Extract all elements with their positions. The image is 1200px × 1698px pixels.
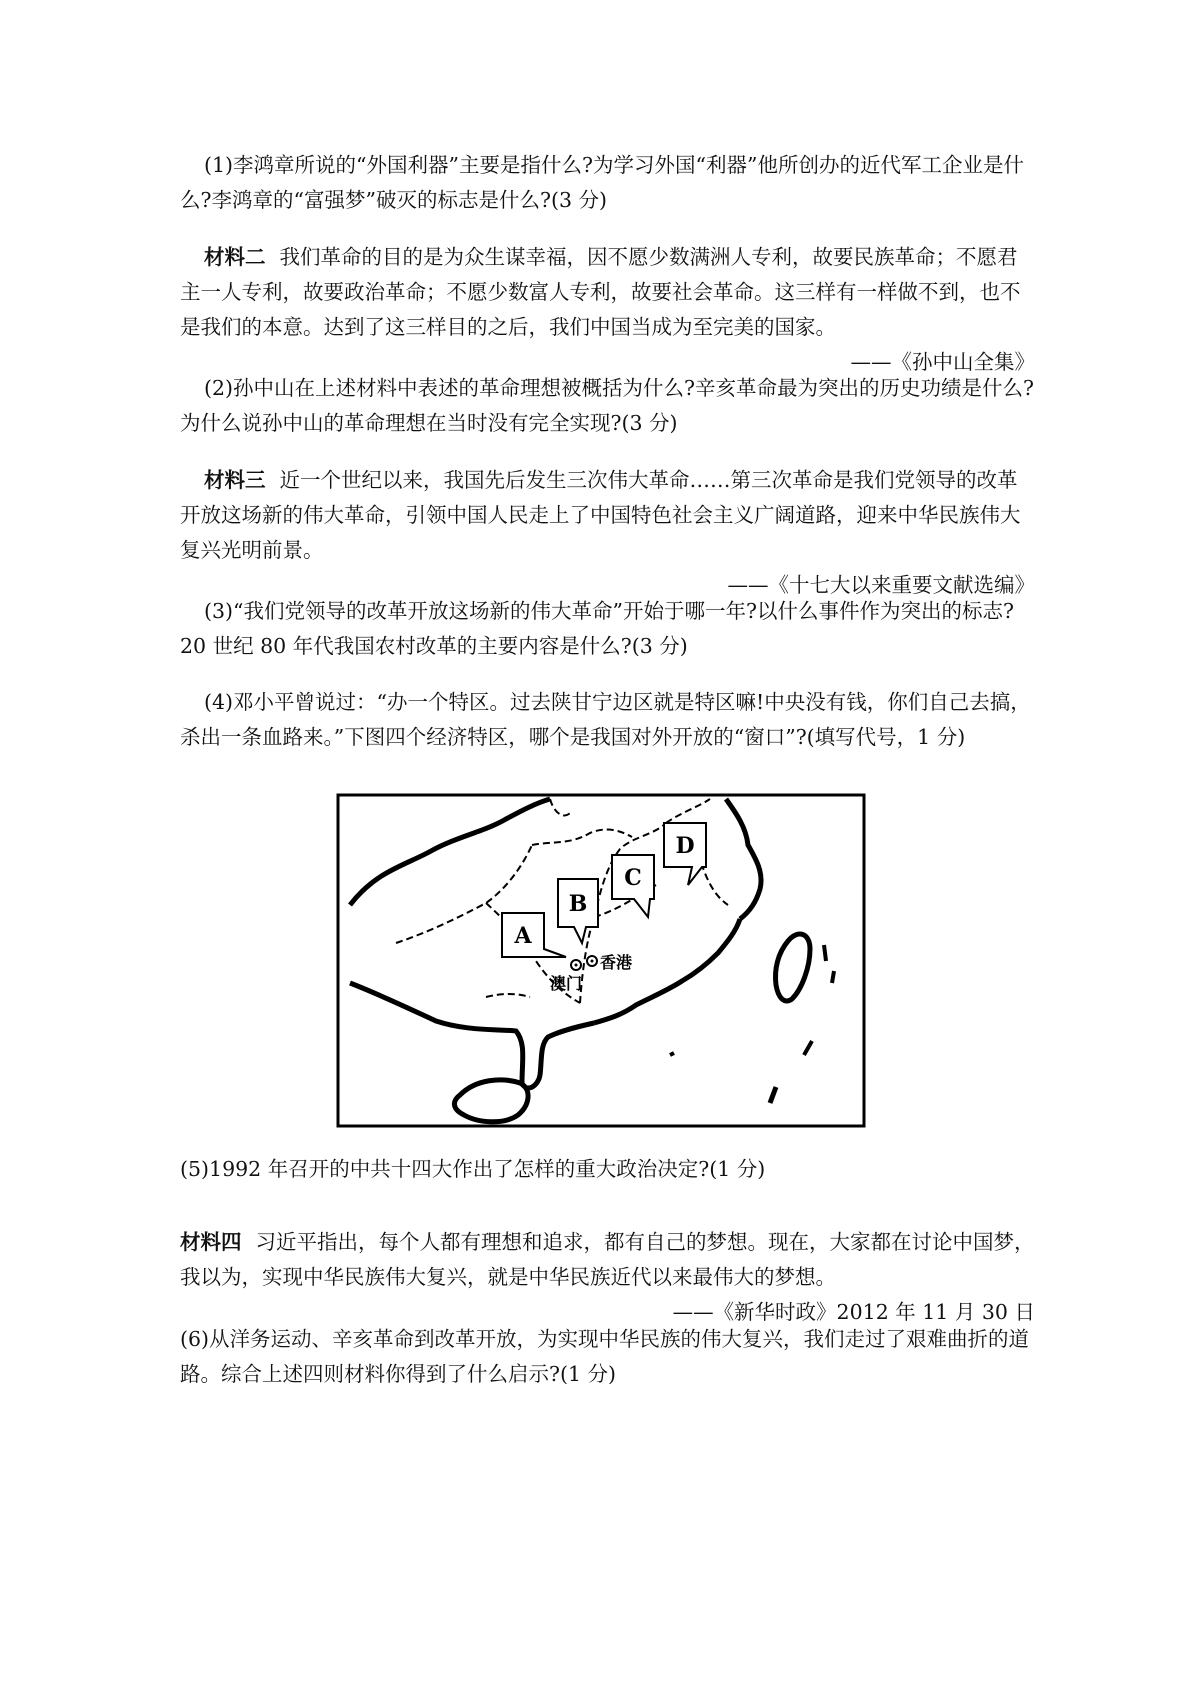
question-2 <box>180 371 1035 441</box>
material-3-text: 近一个世纪以来，我国先后发生三次伟大革命……第三次革命是我们党领导的改革开放这场新的伟大革命，引领中国人民走上了中国特色社会主义广阔道路，迎来中华民族伟大复兴光明前景。 <box>180 468 1021 562</box>
question-6-text: (6)从洋务运动、辛亥革命到改革开放，为实现中华民族的伟大复兴，我们走过了艰难曲折的道路。综合上述四则材料你得到了什么启示?(1 分) <box>180 1327 1030 1386</box>
material-3-label: 材料三 <box>204 468 266 492</box>
question-4 <box>180 685 1035 755</box>
question-5 <box>180 1152 1035 1187</box>
question-3 <box>180 594 1035 664</box>
material-2-text: 我们革命的目的是为众生谋幸福，因不愿少数满洲人专利，故要民族革命；不愿君主一人专利，故要政治革命；不愿少数富人专利，故要社会革命。这三样有一样做不到，也不是我们的本意。达到了这三样目的之后，我们中国当成为至完美的国家。 <box>180 245 1021 339</box>
question-1 <box>180 148 1035 218</box>
marker-b-label: B <box>568 891 588 917</box>
marker-d-label: D <box>675 833 695 859</box>
question-5-text: (5)1992 年召开的中共十四大作出了怎样的重大政治决定?(1 分) <box>180 1157 766 1181</box>
question-1-text: (1)李鸿章所说的“外国利器”主要是指什么?为学习外国“利器”他所创办的近代军工企业是什么?李鸿章的“富强梦”破灭的标志是什么?(3 分) <box>180 153 1024 212</box>
material-3 <box>180 463 1035 603</box>
material-4-text: 习近平指出，每个人都有理想和追求，都有自己的梦想。现在，大家都在讨论中国梦，我以为，实现中华民族伟大复兴，就是中华民族近代以来最伟大的梦想。 <box>180 1230 1035 1289</box>
special-economic-zones-map <box>336 793 866 1128</box>
macau-label: 澳门 <box>550 974 583 993</box>
material-2-label: 材料二 <box>204 245 266 269</box>
hongkong-label: 香港 <box>600 953 633 972</box>
question-6 <box>180 1322 1035 1392</box>
question-4-text: (4)邓小平曾说过：“办一个特区。过去陕甘宁边区就是特区嘛!中央没有钱，你们自己去搞，杀出一条血路来。”下图四个经济特区，哪个是我国对外开放的“窗口”?(填写代号，1 分) <box>180 690 1031 749</box>
marker-a-label: A <box>514 923 532 949</box>
question-3-text: (3)“我们党领导的改革开放这场新的伟大革命”开始于哪一年?以什么事件作为突出的标志?20 世纪 80 年代我国农村改革的主要内容是什么?(3 分) <box>180 599 1014 658</box>
question-2-text: (2)孙中山在上述材料中表述的革命理想被概括为什么?辛亥革命最为突出的历史功绩是什么?为什么说孙中山的革命理想在当时没有完全实现?(3 分) <box>180 376 1035 435</box>
material-2 <box>180 240 1035 380</box>
material-4-label: 材料四 <box>180 1230 242 1254</box>
material-4 <box>180 1225 1035 1330</box>
material-2-source: ——《孙中山全集》 <box>850 350 1035 374</box>
marker-c-label: C <box>624 865 642 891</box>
material-3-source: ——《十七大以来重要文献选编》 <box>727 573 1035 597</box>
material-4-source: ——《新华时政》2012 年 11 月 30 日 <box>672 1300 1035 1324</box>
